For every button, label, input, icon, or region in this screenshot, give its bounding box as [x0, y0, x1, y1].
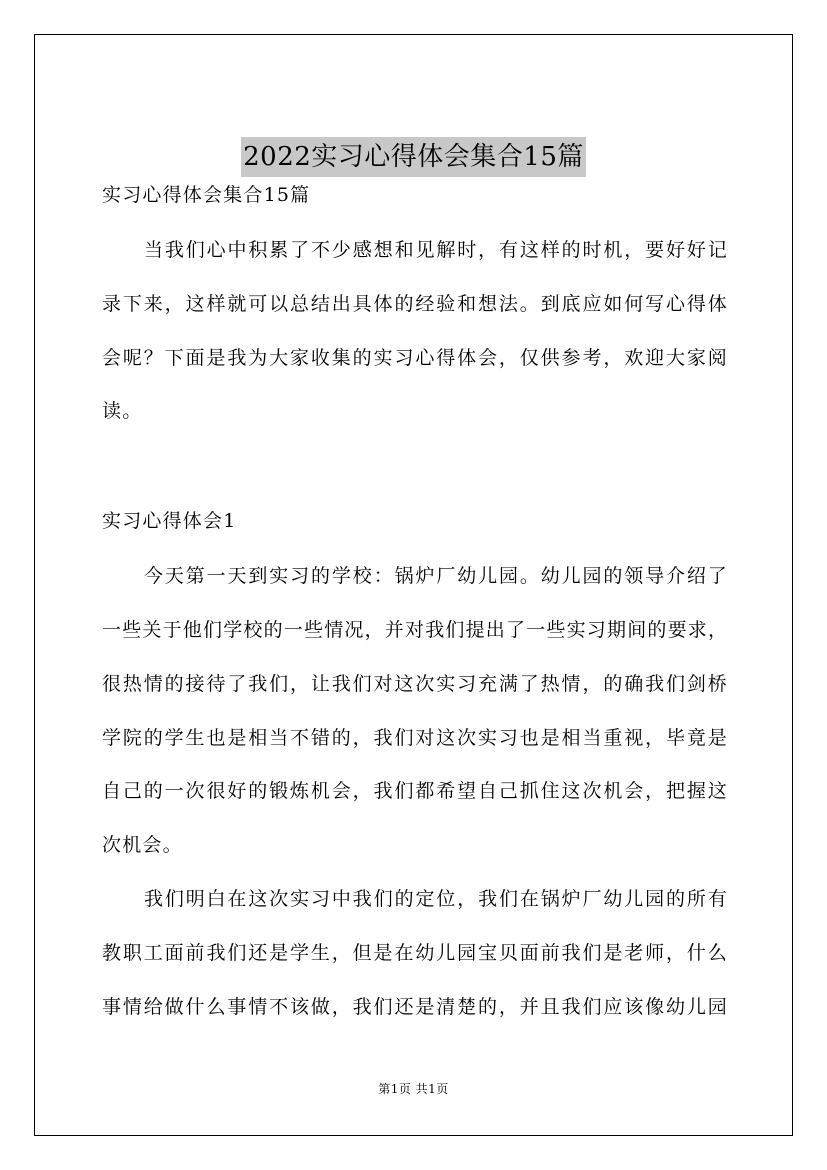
title-block: [35, 137, 792, 177]
paragraph-line: 今天第一天到实习的学校：锅炉厂幼儿园。幼儿园的领导介绍了: [144, 565, 728, 587]
paragraph-line: 学院的学生也是相当不错的，我们对这次实习也是相当重视，毕竟是: [102, 727, 728, 749]
intro-line: 当我们心中积累了不少感想和见解时，有这样的时机，要好好记: [144, 239, 728, 261]
paragraph-line: 自己的一次很好的锻炼机会，我们都希望自己抓住这次机会，把握这: [102, 780, 728, 802]
page-number: 第1页 共1页: [378, 1082, 449, 1096]
intro-line: 读。: [102, 400, 143, 422]
document-subtitle: 实习心得体会集合15篇: [102, 184, 311, 206]
paragraph-line: 一些关于他们学校的一些情况，并对我们提出了一些实习期间的要求，: [102, 619, 729, 641]
paragraph-line: 我们明白在这次实习中我们的定位，我们在锅炉厂幼儿园的所有: [144, 888, 728, 910]
paragraph-line: 教职工面前我们还是学生，但是在幼儿园宝贝面前我们是老师，什么: [102, 942, 728, 964]
intro-line: 会呢？下面是我为大家收集的实习心得体会，仅供参考，欢迎大家阅: [102, 347, 728, 369]
document-title: 2022实习心得体会集合15篇: [241, 137, 586, 177]
document-page: [34, 34, 793, 1136]
paragraph-line: 很热情的接待了我们，让我们对这次实习充满了热情，的确我们剑桥: [102, 673, 728, 695]
paragraph-line: 事情给做什么事情不该做，我们还是清楚的，并且我们应该像幼儿园: [102, 996, 728, 1018]
intro-line: 录下来，这样就可以总结出具体的经验和想法。到底应如何写心得体: [102, 293, 728, 315]
section-heading: 实习心得体会1: [102, 510, 237, 532]
paragraph-line: 次机会。: [102, 834, 183, 856]
